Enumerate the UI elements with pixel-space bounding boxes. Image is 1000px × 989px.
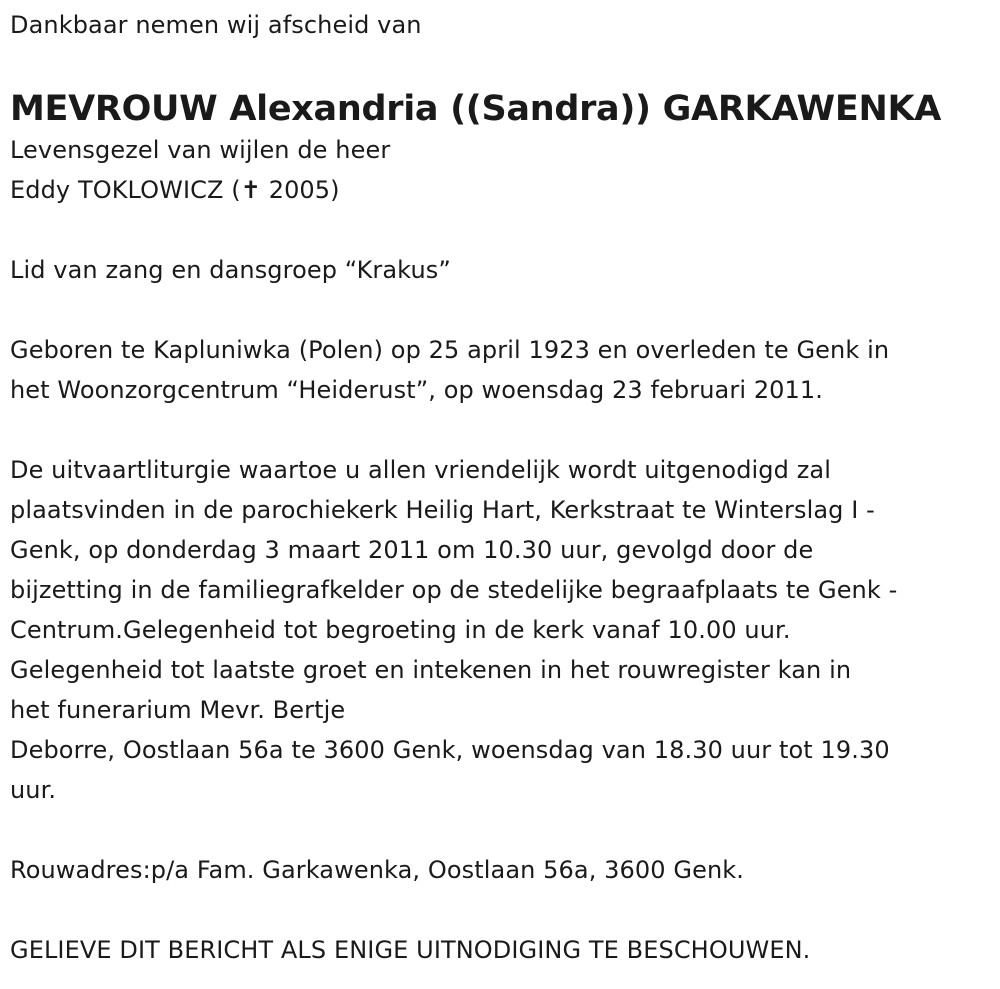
deceased-name: MEVROUW Alexandria ((Sandra)) GARKAWENKA <box>10 89 942 129</box>
membership-text: Lid van zang en dansgroep “Krakus” <box>10 256 451 284</box>
partner-section <box>10 130 990 210</box>
funeral-line: het funerarium Mevr. Bertje <box>10 696 346 724</box>
funeral-line: uur. <box>10 776 57 804</box>
funeral-line: De uitvaartliturgie waartoe u allen vriendelijk wordt uitgenodigd zal <box>10 456 831 484</box>
spacer <box>10 810 990 850</box>
spacer <box>10 410 990 450</box>
spacer <box>10 290 990 330</box>
mourning-address: Rouwadres:p/a Fam. Garkawenka, Oostlaan 56a, 3600 Genk. <box>10 856 744 884</box>
birth-death-line: Geboren te Kapluniwka (Polen) op 25 april 1923 en overleden te Genk in <box>10 336 890 364</box>
funeral-line: Centrum.Gelegenheid tot begroeting in de kerk vanaf 10.00 uur. <box>10 616 791 644</box>
birth-death-section <box>10 330 990 410</box>
funeral-line: Deborre, Oostlaan 56a te 3600 Genk, woensdag van 18.30 uur tot 19.30 <box>10 736 890 764</box>
partner-line: Eddy TOKLOWICZ (✝ 2005) <box>10 176 340 204</box>
funeral-line: Gelegenheid tot laatste groet en intekenen in het rouwregister kan in <box>10 656 852 684</box>
spacer <box>10 890 990 930</box>
closing-notice: GELIEVE DIT BERICHT ALS ENIGE UITNODIGING TE BESCHOUWEN. <box>10 936 811 964</box>
birth-death-line: het Woonzorgcentrum “Heiderust”, op woensdag 23 februari 2011. <box>10 376 824 404</box>
funeral-line: bijzetting in de familiegrafkelder op de stedelijke begraafplaats te Genk - <box>10 576 898 604</box>
obituary-notice <box>0 5 1000 989</box>
funeral-section <box>10 450 990 810</box>
funeral-line: Genk, op donderdag 3 maart 2011 om 10.30 uur, gevolgd door de <box>10 536 814 564</box>
funeral-line: plaatsvinden in de parochiekerk Heilig Hart, Kerkstraat te Winterslag I - <box>10 496 875 524</box>
intro-text: Dankbaar nemen wij afscheid van <box>10 11 422 39</box>
partner-line: Levensgezel van wijlen de heer <box>10 136 391 164</box>
spacer <box>10 210 990 250</box>
